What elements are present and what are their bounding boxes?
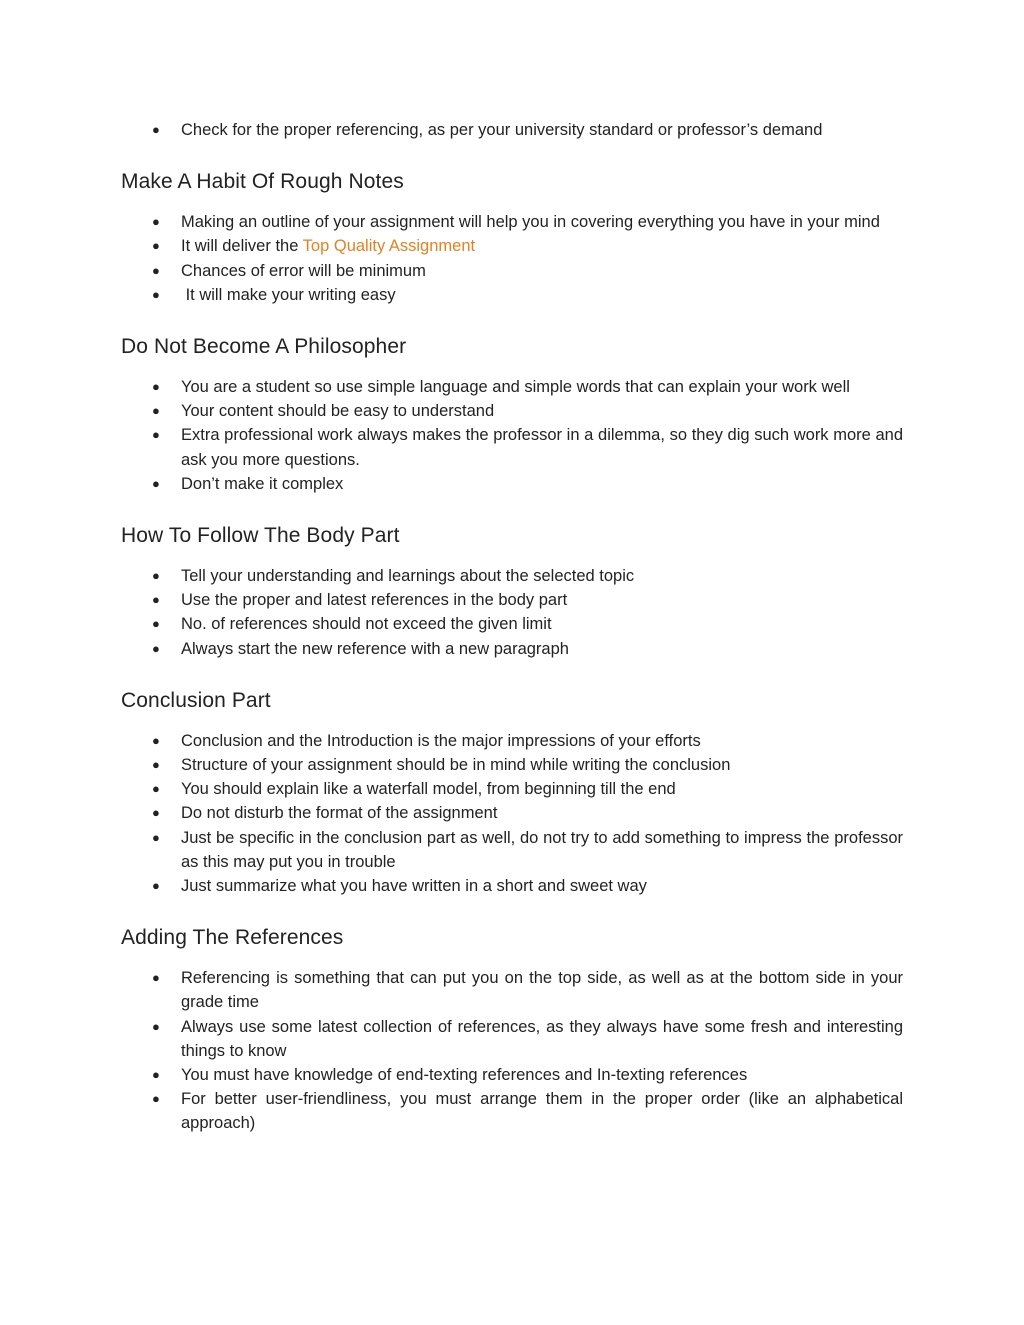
- list-item: ● Conclusion and the Introduction is the major impressions of your efforts: [121, 729, 903, 753]
- list-item-with-link: [121, 234, 903, 258]
- bullet-list-references: [121, 966, 903, 1135]
- list-item: ● Just summarize what you have written in a short and sweet way: [121, 874, 903, 898]
- document-body: [121, 118, 903, 1162]
- list-item: ● Use the proper and latest references in the body part: [121, 588, 903, 612]
- section-heading-body-part: How To Follow The Body Part: [121, 524, 400, 548]
- list-item: ● Tell your understanding and learnings about the selected topic: [121, 564, 903, 588]
- list-item: ● Chances of error will be minimum: [121, 259, 903, 283]
- list-item: ● You must have knowledge of end-texting references and In-texting references: [121, 1063, 903, 1087]
- list-item: ● You should explain like a waterfall model, from beginning till the end: [121, 777, 903, 801]
- intro-bullet-list: [121, 118, 903, 142]
- list-item: ● Do not disturb the format of the assignment: [121, 801, 903, 825]
- list-item: ● For better user-friendliness, you must arrange them in the proper order (like an alphabetical approach): [121, 1087, 903, 1135]
- list-item: ● Extra professional work always makes the professor in a dilemma, so they dig such work more and ask you more questions.: [121, 423, 903, 471]
- section-heading-philosopher: Do Not Become A Philosopher: [121, 335, 407, 359]
- list-item: ● Just be specific in the conclusion part as well, do not try to add something to impress the professor as this may put you in trouble: [121, 826, 903, 874]
- list-item: ● Structure of your assignment should be in mind while writing the conclusion: [121, 753, 903, 777]
- list-item: ● Always use some latest collection of references, as they always have some fresh and interesting things to know: [121, 1015, 903, 1063]
- list-item: ● No. of references should not exceed the given limit: [121, 612, 903, 636]
- list-item: ● You are a student so use simple language and simple words that can explain your work well: [121, 375, 903, 399]
- section-heading-rough-notes: Make A Habit Of Rough Notes: [121, 170, 404, 194]
- section-heading-conclusion: Conclusion Part: [121, 688, 271, 712]
- list-item: ● Your content should be easy to understand: [121, 399, 903, 423]
- list-item: ● Always start the new reference with a new paragraph: [121, 637, 903, 661]
- bullet-list-philosopher: [121, 375, 903, 496]
- top-quality-assignment-link[interactable]: Top Quality Assignment: [302, 237, 476, 256]
- list-item: ● It will make your writing easy: [121, 283, 903, 307]
- list-item-text: It will deliver the: [181, 237, 303, 256]
- bullet-list-conclusion: [121, 729, 903, 898]
- list-item: ● Don’t make it complex: [121, 472, 903, 496]
- list-item: ● Check for the proper referencing, as per your university standard or professor’s demand: [121, 118, 903, 142]
- bullet-list-body-part: [121, 564, 903, 661]
- list-item: ● Referencing is something that can put you on the top side, as well as at the bottom side in your grade time: [121, 966, 903, 1014]
- list-item: ● Making an outline of your assignment will help you in covering everything you have in your mind: [121, 210, 903, 234]
- section-heading-references: Adding The References: [121, 926, 344, 950]
- bullet-list-rough-notes: [121, 210, 903, 307]
